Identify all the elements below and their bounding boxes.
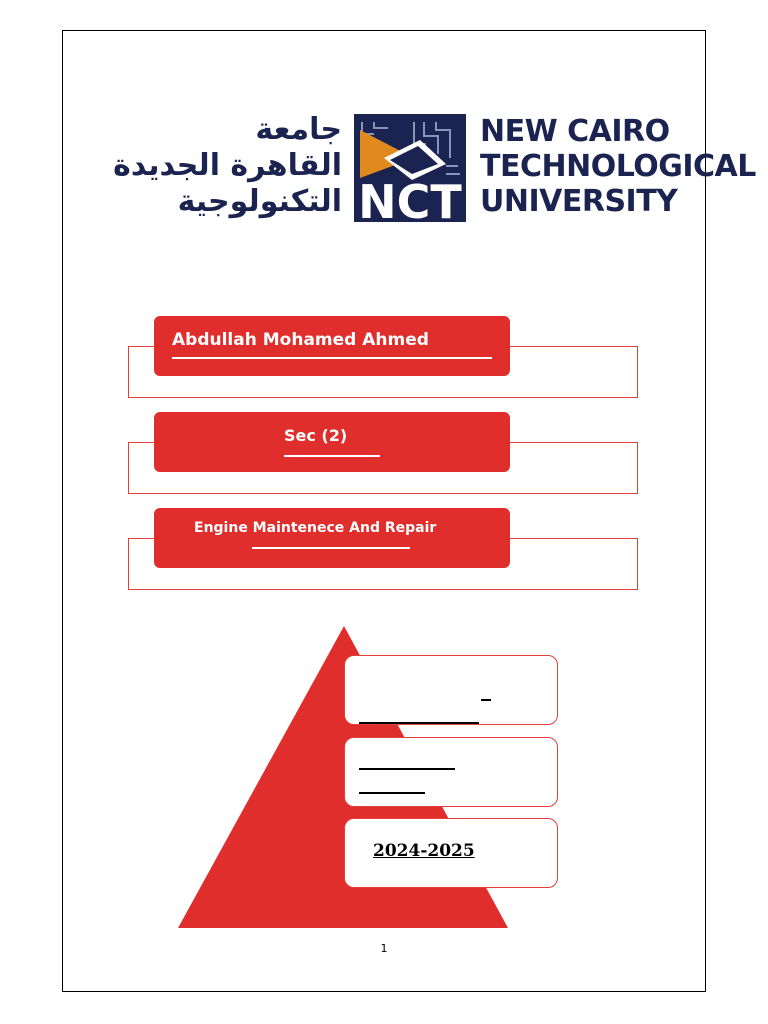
step-1-underline-long [359,722,479,724]
pyramid-step-3 [344,818,558,888]
subject-label: Engine Maintenece And Repair [194,520,437,536]
logo-arabic-line-3: التكنولوجية [177,184,342,219]
academic-year: 2024-2025 [373,841,475,861]
logo-english-line-3: UNIVERSITY [480,184,678,219]
logo-english-line-2: TECHNOLOGICAL [480,149,756,184]
page-number: 1 [380,942,388,955]
logo-emblem-text: NCT [358,175,462,222]
section-label: Sec (2) [284,426,348,445]
logo-english-line-1: NEW CAIRO [480,114,670,149]
student-name: Abdullah Mohamed Ahmed [172,330,429,350]
logo-arabic-line-2: القاهرة الجديدة [113,148,342,183]
step-2-underline-1 [359,768,455,770]
step-1-underline-short [481,699,491,701]
step-2-underline-2 [359,792,425,794]
pyramid-step-1 [344,655,558,725]
pyramid-step-2 [344,737,558,807]
logo-arabic-line-1: جامعة [255,112,342,147]
